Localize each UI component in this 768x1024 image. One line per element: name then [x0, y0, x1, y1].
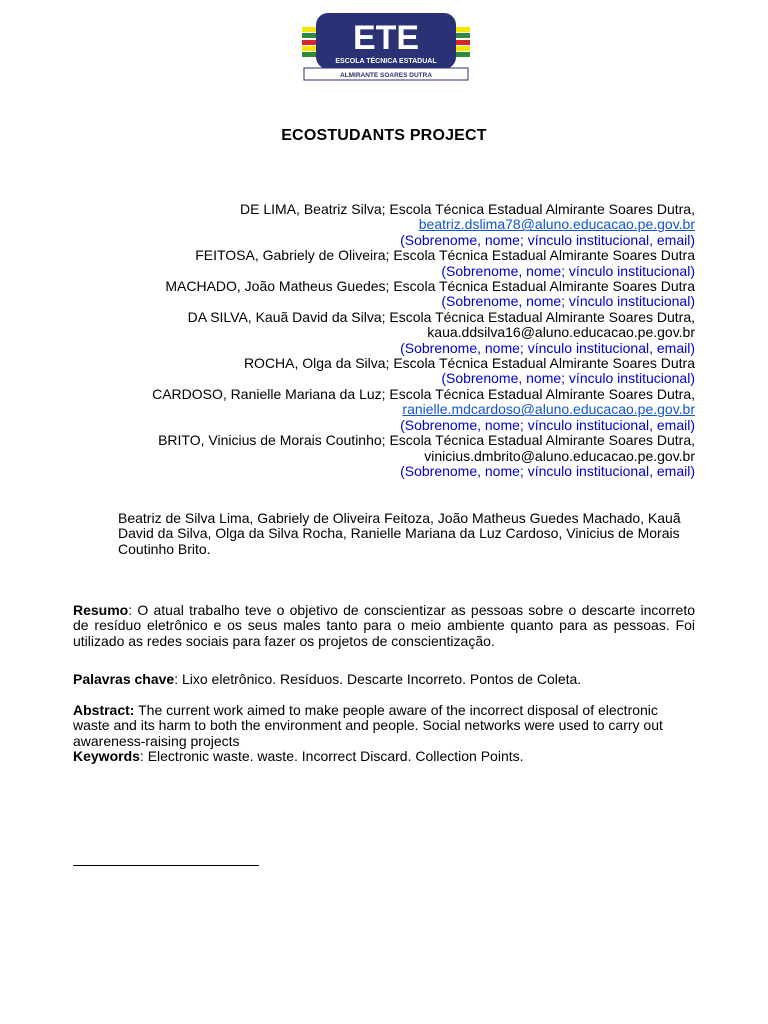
author-line: DE LIMA, Beatriz Silva; Escola Técnica Estadual Almirante Soares Dutra,	[240, 201, 695, 217]
author-line: ROCHA, Olga da Silva; Escola Técnica Estadual Almirante Soares Dutra	[243, 355, 695, 372]
author-format-note: (Sobrenome, nome; vínculo institucional, email)	[400, 462, 695, 479]
author-list	[55, 202, 695, 479]
author-format-note: (Sobrenome, nome; vínculo institucional)	[441, 293, 695, 310]
ete-logo-graphic	[302, 13, 470, 81]
author-line: FEITOSA, Gabriely de Oliveira; Escola Técnica Estadual Almirante Soares Dutra	[195, 247, 695, 264]
document-title: ECOSTUDANTS PROJECT	[281, 127, 487, 144]
author-line: vinicius.dmbrito@aluno.educacao.pe.gov.br	[424, 447, 695, 464]
author-format-note: (Sobrenome, nome; vínculo institucional)	[441, 370, 695, 387]
author-line: BRITO, Vinicius de Morais Coutinho; Escola Técnica Estadual Almirante Soares Dutra,	[158, 432, 695, 449]
abstract-paragraph	[73, 703, 695, 749]
author-line: kaua.ddsilva16@aluno.educacao.pe.gov.br	[427, 324, 695, 341]
author-email-link[interactable]: beatriz.dslima78@aluno.educacao.pe.gov.br	[418, 216, 695, 233]
logo-acronym: ETE	[352, 19, 420, 57]
school-logo	[302, 13, 470, 81]
palavras-chave-paragraph	[73, 672, 695, 687]
resumo-paragraph	[73, 603, 695, 649]
author-format-note: (Sobrenome, nome; vínculo institucional, email)	[400, 231, 695, 248]
author-line: MACHADO, João Matheus Guedes; Escola Técnica Estadual Almirante Soares Dutra	[165, 278, 695, 295]
logo-name-line: ALMIRANTE SOARES DUTRA	[339, 72, 433, 79]
resumo-label: Resumo	[73, 602, 129, 618]
author-line: CARDOSO, Ranielle Mariana da Luz; Escola Técnica Estadual Almirante Soares Dutra,	[152, 385, 695, 402]
author-format-note: (Sobrenome, nome; vínculo institucional, email)	[400, 339, 695, 356]
author-names-paragraph: Beatriz de Silva Lima, Gabriely de Oliveira Feitoza, João Matheus Guedes Machado, Kauã David da Silva, Olga da Silva Rocha, Ranielle Mariana da Luz Cardoso, Vinicius de Morais Coutinho Brito.	[118, 510, 681, 557]
palavras-chave-text: : Lixo eletrônico. Resíduos. Descarte Incorreto. Pontos de Coleta.	[174, 671, 582, 687]
author-email-link[interactable]: ranielle.mdcardoso@aluno.educacao.pe.gov.br	[402, 401, 695, 418]
abstract-label: Abstract:	[73, 702, 135, 718]
author-format-note: (Sobrenome, nome; vínculo institucional)	[441, 262, 695, 279]
palavras-chave-label: Palavras chave	[73, 671, 175, 687]
keywords-label: Keywords	[73, 748, 140, 764]
keywords-text: : Electronic waste. waste. Incorrect Discard. Collection Points.	[139, 748, 524, 764]
resumo-text: : O atual trabalho teve o objetivo de conscientizar as pessoas sobre o descarte incorreto de resíduo eletrônico e os seus males tanto para o meio ambiente quanto para as pessoas. Foi utilizado as redes sociais para fazer os projetos de conscientização.	[73, 602, 695, 649]
author-line: DA SILVA, Kauã David da Silva; Escola Técnica Estadual Almirante Soares Dutra,	[187, 308, 695, 325]
keywords-paragraph	[73, 749, 695, 764]
author-format-note: (Sobrenome, nome; vínculo institucional, email)	[400, 416, 695, 433]
abstract-text: The current work aimed to make people aware of the incorrect disposal of electronic waste and its harm to both the environment and people. Social networks were used to carry out awareness-raising projects	[73, 702, 663, 749]
footnote-separator	[73, 865, 259, 866]
logo-school-line: ESCOLA TÉCNICA ESTADUAL	[335, 58, 437, 65]
